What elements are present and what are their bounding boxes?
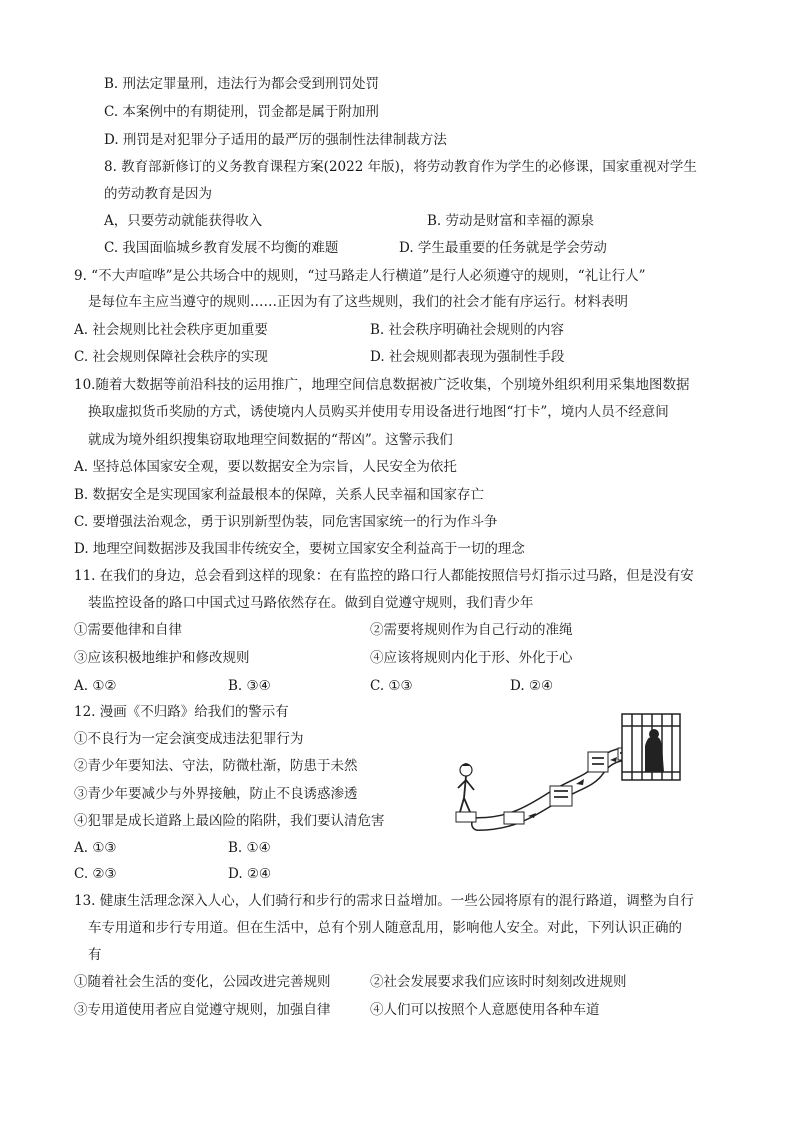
q12-statement-4: ④犯罪是成长道路上最凶险的陷阱，我们要认清危害 (74, 813, 385, 829)
q8-option-d: D. 学生最重要的任务就是学会劳动 (399, 240, 607, 256)
q13-stem-line1: 13. 健康生活理念深入人心，人们骑行和步行的需求日益增加。一些公园将原有的混行路道，调整为自行 (74, 893, 694, 909)
q10-option-b: B. 数据安全是实现国家利益最根本的保障，关系人民幸福和国家存亡 (74, 487, 485, 503)
q13-statement-1: ①随着社会生活的变化，公园改进完善规则 (74, 974, 331, 990)
q12-option-c: C. ②③ (74, 866, 117, 882)
q9-stem-line2: 是每位车主应当遵守的规则……正因为有了这些规则，我们的社会才能有序运行。材料表明 (88, 294, 628, 310)
q12-option-a: A. ①③ (74, 840, 117, 856)
q11-statement-2: ②需要将规则作为自己行动的准绳 (370, 622, 573, 638)
q11-option-c: C. ①③ (370, 678, 413, 694)
q12-statement-1: ①不良行为一定会演变成违法犯罪行为 (74, 731, 304, 747)
q11-option-b: B. ③④ (228, 678, 271, 694)
q12-option-d: D. ②④ (228, 866, 272, 882)
q9-option-c: C. 社会规则保障社会秩序的实现 (74, 349, 268, 365)
comic-illustration (440, 712, 690, 842)
q9-stem-line1: 9. “不大声喧哗”是公共场合中的规则，“过马路走人行横道”是行人必须遵守的规则，“礼让行人” (74, 268, 646, 284)
q13-stem-line3: 有 (88, 947, 102, 963)
q13-statement-3: ③专用道使用者应自觉遵守规则，加强自律 (74, 1002, 331, 1018)
q10-option-d: D. 地理空间数据涉及我国非传统安全，要树立国家安全利益高于一切的理念 (74, 541, 525, 557)
q10-stem-line2: 换取虚拟货币奖励的方式，诱使境内人员购买并使用专用设备进行地图“打卡”，境内人员不经意间 (88, 404, 669, 420)
q9-option-a: A. 社会规则比社会秩序更加重要 (74, 322, 268, 338)
q8-stem-line2: 的劳动教育是因为 (104, 186, 212, 202)
q7-option-c: C. 本案例中的有期徒刑，罚金都是属于附加刑 (104, 104, 379, 120)
q12-statement-2: ②青少年要知法、守法，防微杜渐，防患于未然 (74, 758, 358, 774)
q13-stem-line2: 车专用道和步行专用道。但在生活中，总有个别人随意乱用，影响他人安全。对此，下列认识正确的 (88, 920, 682, 936)
q10-option-c: C. 要增强法治观念，勇于识别新型伪装，同危害国家统一的行为作斗争 (74, 514, 498, 530)
q10-stem-line1: 10.随着大数据等前沿科技的运用推广，地理空间信息数据被广泛收集，个别境外组织利用采集地图数据 (74, 377, 690, 393)
q7-option-b: B. 刑法定罪量刑，违法行为都会受到刑罚处罚 (104, 76, 380, 92)
q8-option-c: C. 我国面临城乡教育发展不均衡的难题 (104, 240, 339, 256)
q9-option-d: D. 社会规则都表现为强制性手段 (370, 349, 565, 365)
q12-stem: 12. 漫画《不归路》给我们的警示有 (74, 704, 289, 720)
q11-statement-4: ④应该将规则内化于形、外化于心 (370, 650, 573, 666)
q11-stem-line2: 装监控设备的路口中国式过马路依然存在。做到自觉遵守规则，我们青少年 (88, 595, 534, 611)
q7-option-d: D. 刑罚是对犯罪分子适用的最严厉的强制性法律制裁方法 (104, 132, 447, 148)
q11-statement-3: ③应该积极地维护和修改规则 (74, 650, 250, 666)
q11-option-d: D. ②④ (510, 678, 554, 694)
q12-option-b: B. ①④ (228, 840, 271, 856)
q11-statement-1: ①需要他律和自律 (74, 622, 182, 638)
q10-option-a: A. 坚持总体国家安全观，要以数据安全为宗旨，人民安全为依托 (74, 459, 457, 475)
q11-option-a: A. ①② (74, 678, 117, 694)
q13-statement-4: ④人们可以按照个人意愿使用各种车道 (370, 1002, 600, 1018)
q8-option-b: B. 劳动是财富和幸福的源泉 (427, 213, 595, 229)
q11-stem-line1: 11. 在我们的身边，总会看到这样的现象：在有监控的路口行人都能按照信号灯指示过马路，但是没有安 (74, 568, 694, 584)
q8-option-a: A，只要劳动就能获得收入 (104, 213, 263, 229)
q10-stem-line3: 就成为境外组织搜集窃取地理空间数据的“帮凶”。这警示我们 (88, 432, 453, 448)
q8-stem-line1: 8. 教育部新修订的义务教育课程方案(2022 年版)，将劳动教育作为学生的必修课，国家重视对学生 (104, 159, 697, 175)
q12-statement-3: ③青少年要减少与外界接触，防止不良诱惑渗透 (74, 786, 358, 802)
q9-option-b: B. 社会秩序明确社会规则的内容 (370, 322, 565, 338)
q13-statement-2: ②社会发展要求我们应该时时刻刻改进规则 (370, 974, 627, 990)
